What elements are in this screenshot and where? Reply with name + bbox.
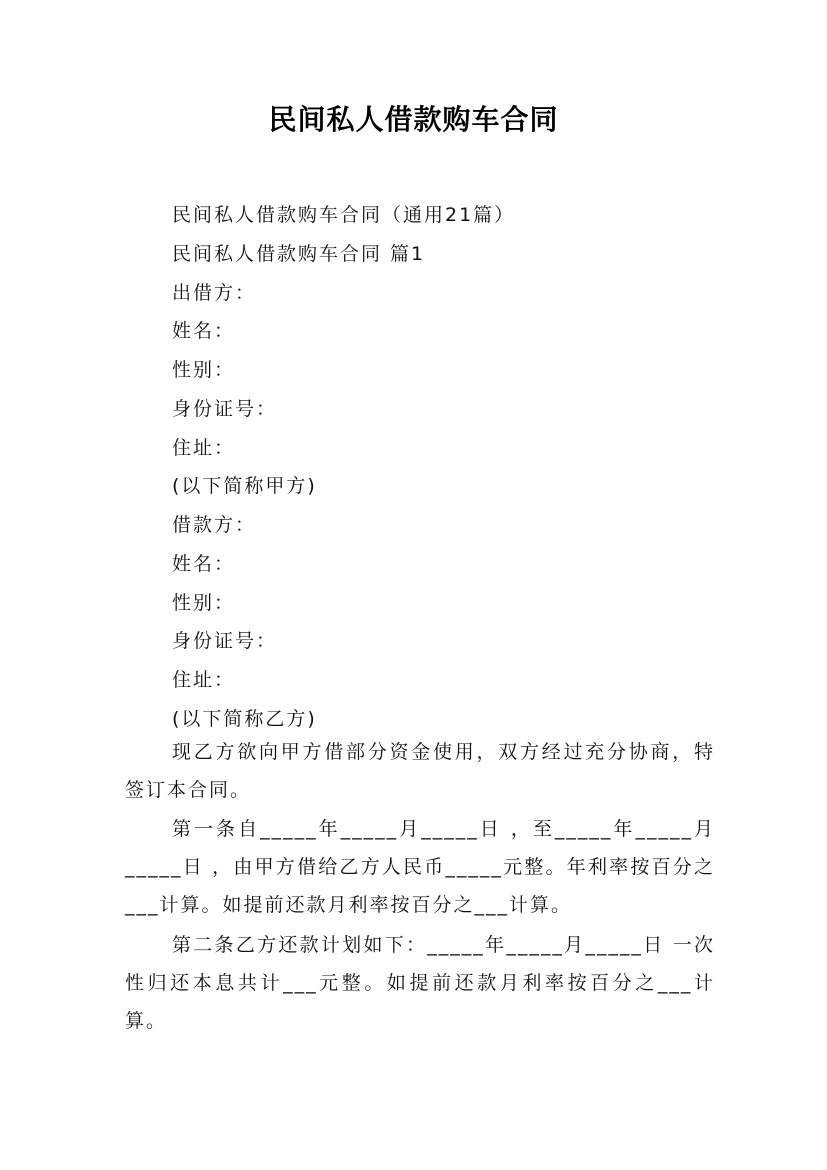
lender-name-label: 姓名：	[172, 320, 236, 342]
borrower-gender-label: 性别：	[172, 592, 236, 614]
party-b-note: (以下简称乙方)	[172, 708, 317, 730]
borrower-label: 借款方：	[172, 514, 257, 536]
lender-address-label: 住址：	[172, 437, 236, 459]
document-title: 民间私人借款购车合同	[268, 103, 559, 136]
borrower-name-label: 姓名：	[172, 553, 236, 575]
article-1-paragraph: 第一条自_____年_____月_____日 ，至_____年_____月_____日 ，由甲方借给乙方人民币_____元整。年利率按百分之___计算。如提前还款月利率按百分之___计算。	[125, 818, 715, 916]
borrower-id-label: 身份证号：	[172, 630, 278, 652]
borrower-address-label: 住址：	[172, 669, 236, 691]
lender-gender-label: 性别：	[172, 359, 236, 381]
subtitle-line: 民间私人借款购车合同（通用21篇）	[172, 204, 516, 226]
lender-label: 出借方：	[172, 282, 257, 304]
lender-id-label: 身份证号：	[172, 398, 278, 420]
article-2-paragraph: 第二条乙方还款计划如下：_____年_____月_____日 一次性归还本息共计___元整。如提前还款月利率按百分之___计算。	[125, 934, 715, 1032]
section-heading: 民间私人借款购车合同 篇1	[172, 243, 426, 265]
intro-paragraph: 现乙方欲向甲方借部分资金使用，双方经过充分协商，特签订本合同。	[125, 741, 715, 801]
party-a-note: (以下简称甲方)	[172, 475, 317, 497]
